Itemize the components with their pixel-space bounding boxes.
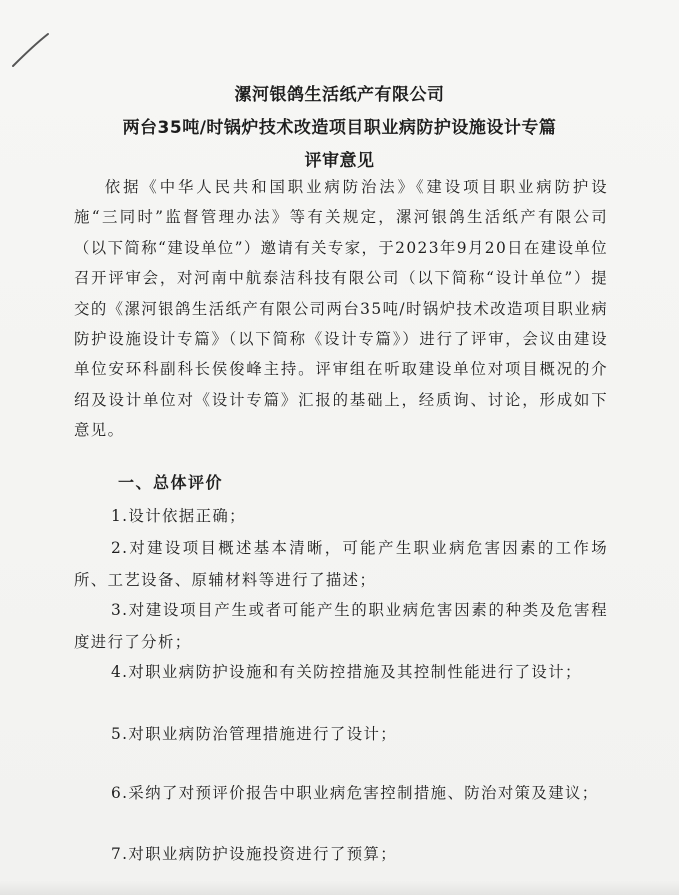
evaluation-item: 3.对建设项目产生或者可能产生的职业病危害因素的种类及危害程度进行了分析； (74, 601, 608, 651)
page-edge-shadow (0, 880, 679, 895)
document-type-title: 评审意见 (304, 151, 375, 171)
pen-stroke-mark (10, 30, 52, 70)
company-title: 漯河银鸽生活纸产有限公司 (234, 85, 445, 105)
evaluation-item: 2.对建设项目概述基本清晰，可能产生职业病危害因素的工作场所、工艺设备、原辅材料等进行了描述； (74, 539, 608, 589)
section-heading-overall-evaluation: 一、总体评价 (118, 473, 224, 492)
evaluation-item: 5.对职业病防治管理措施进行了设计； (110, 725, 398, 743)
project-title: 两台35吨/时锅炉技术改造项目职业病防护设施设计专篇 (122, 118, 557, 138)
evaluation-item: 1.设计依据正确； (110, 507, 246, 525)
intro-paragraph: 依据《中华人民共和国职业病防治法》《建设项目职业病防护设施“三同时”监督管理办法》等有关规定，漯河银鸽生活纸产有限公司（以下简称“建设单位”）邀请有关专家，于2023年9月20日在建设单位召开评审会，对河南中航泰洁科技有限公司（以下简称“设计单位”）提交的《漯河银鸽生活纸产有限公司两台35吨/时锅炉技术改造项目职业病防护设施设计专篇》（以下简称《设计专篇》）进行了评审，会议由建设单位安环科副科长侯俊峰主持。评审组在听取建设单位对项目概况的介绍及设计单位对《设计专篇》汇报的基础上，经质询、讨论，形成如下意见。 (74, 178, 608, 440)
evaluation-item: 4.对职业病防护设施和有关防控措施及其控制性能进行了设计； (110, 663, 582, 681)
evaluation-item: 7.对职业病防护设施投资进行了预算； (110, 845, 398, 863)
evaluation-item: 6.采纳了对预评价报告中职业病危害控制措施、防治对策及建议； (110, 784, 599, 802)
